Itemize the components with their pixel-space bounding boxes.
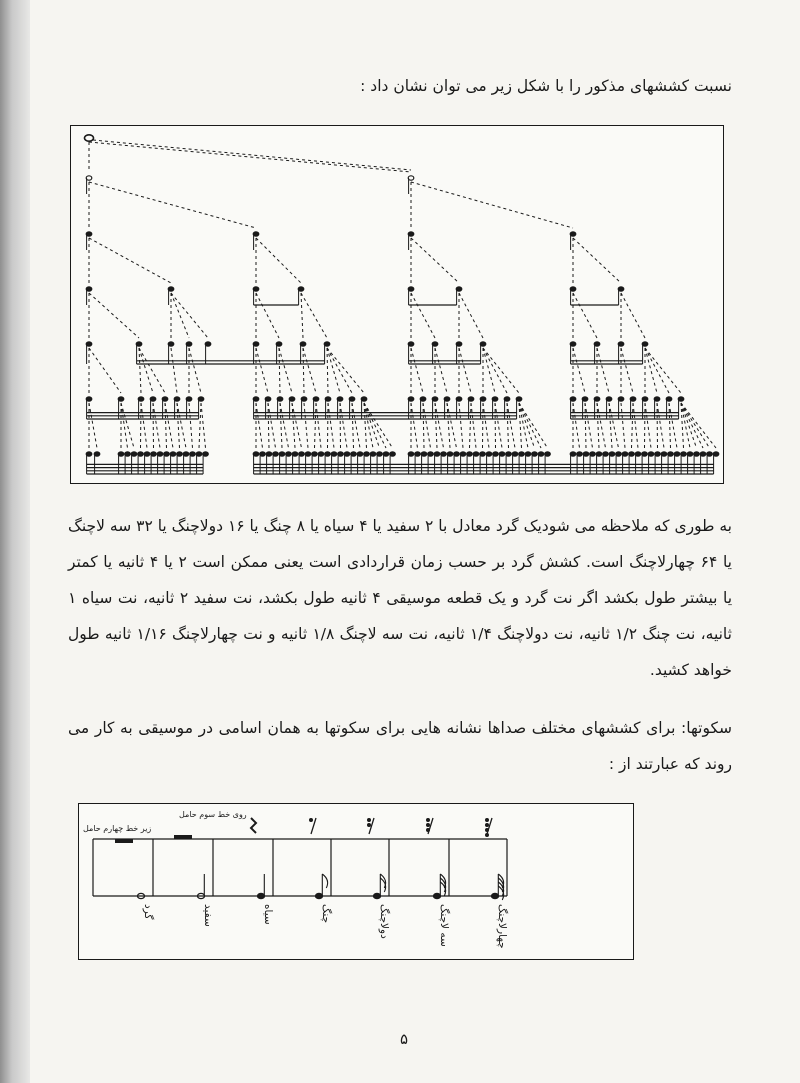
rest-flag-dot [367, 818, 371, 822]
rest-name-label: سیاه [262, 904, 274, 925]
book-spine-shadow [0, 0, 30, 1083]
rest-symbols-diagram [79, 804, 633, 959]
rest-glyph-6 [485, 818, 492, 837]
tree-link [681, 403, 716, 448]
rest-glyph-2 [251, 818, 256, 833]
tree-link [459, 293, 483, 338]
tree-link [301, 293, 303, 338]
tree-link [301, 293, 327, 338]
tree-link [256, 238, 301, 283]
whole-note [85, 135, 94, 141]
label-above-third-line: روی خط سوم حامل [179, 810, 247, 819]
tree-link [121, 403, 128, 448]
tree-link [153, 403, 154, 448]
tree-link [470, 403, 472, 448]
tree-link [411, 403, 418, 448]
tree-link [471, 403, 476, 448]
tree-link [519, 403, 548, 448]
note-head [434, 893, 441, 898]
rest-flag-dot [426, 823, 430, 827]
tree-link [645, 403, 651, 448]
tree-link [256, 293, 279, 338]
note-duration-paragraph: به طوری که ملاحظه می شودیک گرد معادل با ۲ سفید یا ۴ سیاه یا ۸ چنگ یا ۱۶ دولاچنگ یا ۳۲ سه لاچنگ یا ۶۴ چهارلاچنگ است. کشش گرد بر حسب زمان قراردادی است یعنی ممکن است ۲ یا ۴ ثانیه یا کمتر یا بیشتر طول بکشد اگر نت گرد و یک قطعه موسیقی ۴ ثانیه طول بکشد، نت سفید ۲ ثانیه، نت سیاه ۱ ثانیه، نت چنگ ۱/۲ ثانیه، نت دولاچنگ ۱/۴ ثانیه، نت سه لاچنگ ۱/۸ ثانیه و نت چهارلاچنگ ۱/۱۶ ثانیه طول خواهد کشید. [68, 517, 733, 679]
tree-link [171, 348, 177, 393]
rest-flag-dot [426, 818, 430, 822]
tree-link [411, 182, 573, 228]
tree-link [681, 403, 710, 448]
tree-link [645, 348, 669, 393]
tree-link [633, 403, 638, 448]
label-below-fourth-line: زیر خط چهارم حامل [83, 824, 152, 833]
tree-link [327, 348, 340, 393]
page-number: ۵ [399, 1030, 409, 1048]
tree-link [459, 403, 463, 448]
tree-link [573, 238, 621, 283]
rest-flag-dot [485, 818, 489, 822]
tree-link [256, 403, 263, 448]
tree-link [495, 403, 496, 448]
tree-link [141, 403, 147, 448]
tree-link [327, 348, 364, 393]
rest-name-label: چنگ [320, 904, 332, 924]
tree-link [621, 348, 633, 393]
tree-link [199, 403, 201, 448]
tree-link [153, 403, 160, 448]
tree-link [483, 403, 484, 448]
tree-link [364, 403, 393, 448]
tree-link [89, 182, 256, 228]
tree-link [435, 348, 447, 393]
rest-flag-dot [367, 823, 371, 827]
tree-link [364, 403, 386, 448]
tree-link [327, 348, 352, 393]
tree-link [177, 403, 186, 448]
tree-link [89, 403, 97, 448]
tree-link [447, 403, 457, 448]
tree-link [304, 403, 308, 448]
rest-name-label: چهارلاچنگ [496, 904, 508, 949]
tree-link [573, 403, 580, 448]
tree-link [121, 403, 134, 448]
tree-link [328, 403, 334, 448]
tree-link [609, 403, 619, 448]
tree-link [327, 348, 328, 393]
tree-link [303, 348, 316, 393]
note-head [258, 893, 265, 898]
rest-glyph-3 [309, 818, 316, 834]
tree-link [483, 403, 489, 448]
tree-link [89, 348, 121, 393]
tree-link [632, 403, 634, 448]
tree-link [459, 348, 471, 393]
tree-link [316, 403, 321, 448]
rest-name-label: سفید [202, 904, 214, 927]
tree-link [483, 348, 507, 393]
tree-link [315, 403, 317, 448]
rest-glyph-5 [426, 818, 433, 834]
tree-link [89, 238, 171, 283]
tree-link [328, 403, 329, 448]
tree-link [189, 403, 193, 448]
tree-link [645, 348, 657, 393]
tree-link [483, 348, 519, 393]
tree-link [292, 403, 302, 448]
note-value-tree-figure [70, 125, 724, 484]
tree-link [597, 348, 609, 393]
tree-link [573, 348, 585, 393]
rests-paragraph: سکوتها: برای کششهای مختلف صداها نشانه هایی برای سکوتها به همان اسامی در موسیقی به کار می روند که عبارتند از : [68, 719, 732, 773]
tree-link [189, 348, 201, 393]
tree-link [141, 403, 142, 448]
tree-link [201, 403, 206, 448]
tree-link [89, 293, 139, 338]
tree-link [411, 238, 459, 283]
note-head [316, 893, 323, 898]
tree-link [495, 403, 502, 448]
tree-link [483, 348, 495, 393]
tree-link [93, 140, 411, 170]
tree-link [411, 293, 435, 338]
tree-link [621, 293, 645, 338]
rest-name-label: گرد [142, 904, 154, 920]
rest-glyph-4 [367, 818, 374, 834]
rest-flag-dot [485, 823, 489, 827]
tree-link [681, 403, 703, 448]
half-rest-block [174, 835, 192, 839]
tree-link [645, 348, 681, 393]
tree-link [411, 348, 423, 393]
note-value-tree-diagram [71, 126, 723, 483]
tree-link [657, 403, 664, 448]
rest-symbols-figure [78, 803, 634, 960]
quarter-rest-icon [251, 818, 256, 833]
tree-link [519, 403, 541, 448]
tree-link [279, 348, 280, 393]
rest-name-label: دولاچنگ [378, 904, 390, 939]
tree-link [657, 403, 658, 448]
tree-link [279, 348, 292, 393]
tree-link [621, 403, 625, 448]
note-head [374, 893, 381, 898]
tree-link [139, 348, 165, 393]
note-head [492, 893, 499, 898]
tree-link [340, 403, 347, 448]
tree-link [303, 348, 304, 393]
tree-link [645, 403, 646, 448]
tree-link [340, 403, 341, 448]
rest-flag-dot [309, 818, 313, 822]
tree-link [89, 142, 411, 172]
tree-link [256, 348, 268, 393]
rest-name-label: سه لاچنگ [438, 904, 450, 947]
whole-rest-block [115, 839, 133, 843]
tree-link [171, 293, 189, 338]
note-flag [322, 874, 327, 888]
intro-text: نسبت کششهای مذکور را با شکل زیر می توان نشان داد : [360, 77, 732, 95]
tree-link [573, 293, 597, 338]
tree-link [171, 293, 208, 338]
